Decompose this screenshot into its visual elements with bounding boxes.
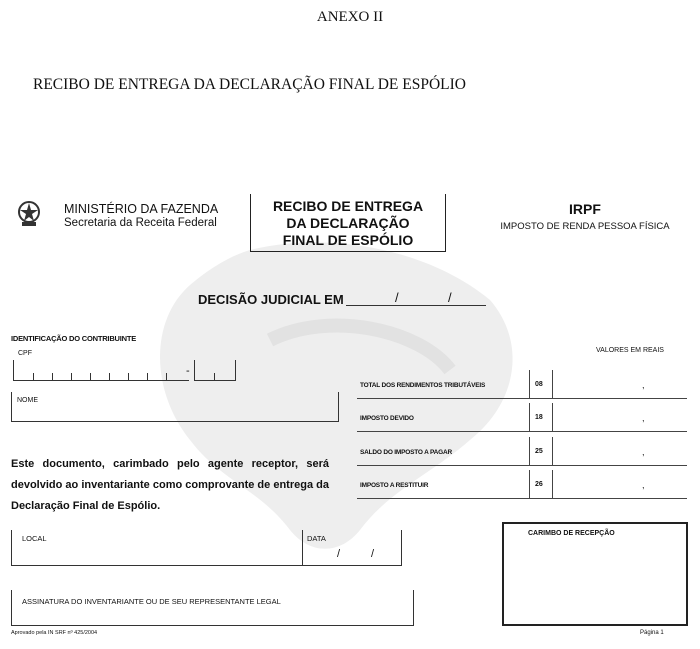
coat-of-arms-icon [14,198,44,228]
decimal-separator: , [642,380,645,390]
date-field[interactable] [302,530,402,566]
ministry-name: MINISTÉRIO DA FAZENDA [64,202,219,216]
value-row-code: 08 [535,381,543,388]
notice-text: Este documento, carimbado pelo agente receptor, será devolvido ao inventariante como comprovante de entrega da Declaração Final de Espólio. [11,458,329,512]
decimal-separator: , [642,447,645,457]
cpf-check-digits-field[interactable] [194,360,236,381]
signature-label: ASSINATURA DO INVENTARIANTE OU DE SEU REPRESENTANTE LEGAL [22,597,281,606]
value-row-label: SALDO DO IMPOSTO A PAGAR [360,449,452,456]
value-row[interactable] [357,370,687,399]
cpf-field[interactable] [13,360,189,381]
value-row-label: IMPOSTO A RESTITUIR [360,482,429,489]
taxpayer-section-label: IDENTIFICAÇÃO DO CONTRIBUINTE [11,334,137,343]
local-label: LOCAL [22,534,47,543]
date-separator: / [337,548,341,560]
reception-stamp-label: CARIMBO DE RECEPÇÃO [528,530,615,537]
date-separator: / [395,290,399,305]
value-row-label: IMPOSTO DEVIDO [360,415,414,422]
annex-title: ANEXO II [316,9,384,25]
judicial-decision-date-field[interactable] [346,305,486,306]
secretariat-name: Secretaria da Receita Federal [64,217,217,229]
decimal-separator: , [642,413,645,423]
judicial-decision-label: DECISÃO JUDICIAL EM [198,292,344,307]
value-row-code-box [529,470,553,498]
name-label: NOME [17,397,38,404]
value-row-code-box [529,403,553,431]
signature-field[interactable] [11,590,414,626]
irpf-title: IRPF [569,201,601,217]
value-row-code: 26 [535,481,543,488]
ministry-block [64,202,218,230]
receipt-title-line-3: FINAL DE ESPÓLIO [282,232,414,248]
cpf-label: CPF [18,350,32,357]
page-number: Página 1 [640,630,664,636]
local-field[interactable] [11,530,302,566]
reception-stamp-box [502,522,688,626]
value-row-code: 18 [535,414,543,421]
approval-note: Aprovado pela IN SRF nº 425/2004 [11,630,98,636]
value-row-label: TOTAL DOS RENDIMENTOS TRIBUTÁVEIS [360,382,486,389]
value-row-code-box [529,370,553,398]
cpf-dash: - [186,365,190,377]
receipt-title-box [250,194,446,252]
value-row-code-box [529,437,553,465]
irpf-block [480,201,690,232]
value-row[interactable] [357,403,687,432]
irpf-subtitle: IMPOSTO DE RENDA PESSOA FÍSICA [500,221,670,232]
date-label: DATA [307,534,326,543]
document-title: RECIBO DE ENTREGA DA DECLARAÇÃO FINAL DE ESPÓLIO [33,76,466,93]
value-row-code: 25 [535,448,543,455]
value-row[interactable] [357,437,687,466]
date-separator: / [371,548,375,560]
name-field[interactable] [11,392,339,422]
decimal-separator: , [642,480,645,490]
values-header: VALORES EM REAIS [596,347,664,354]
value-row[interactable] [357,470,687,499]
date-separator: / [448,290,452,305]
receipt-title-line-2: DA DECLARAÇÃO [286,215,410,231]
receipt-title-line-1: RECIBO DE ENTREGA [272,198,424,214]
